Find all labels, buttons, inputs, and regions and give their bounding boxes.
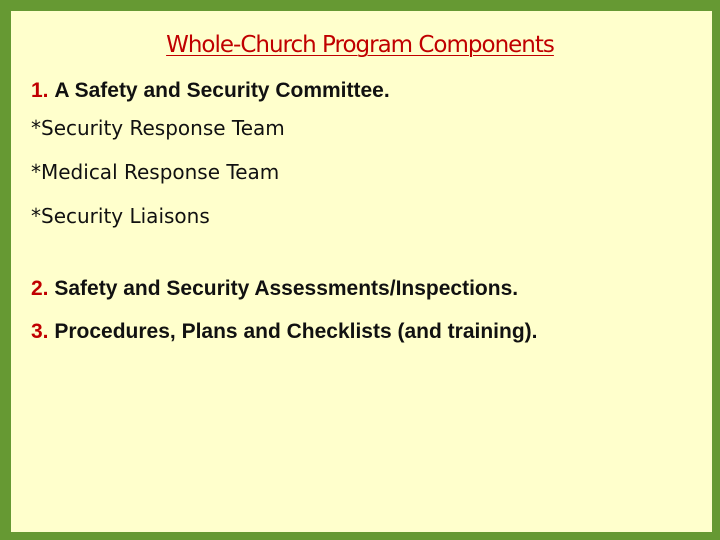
sub-item-medical-response-team: *Medical Response Team (31, 160, 280, 184)
list-item-3 (31, 319, 537, 345)
list-item-2 (31, 276, 518, 302)
item-text: Safety and Security Assessments/Inspections. (54, 277, 519, 300)
item-text: A Safety and Security Committee. (54, 79, 390, 102)
item-number: 3. (31, 320, 49, 343)
sub-item-security-response-team: *Security Response Team (31, 116, 285, 140)
item-number: 1. (31, 79, 49, 102)
item-number: 2. (31, 277, 49, 300)
sub-item-security-liaisons: *Security Liaisons (31, 204, 210, 228)
item-text: Procedures, Plans and Checklists (and training). (54, 320, 538, 343)
list-item-1 (31, 78, 390, 104)
slide-title: Whole-Church Program Components (166, 32, 554, 58)
